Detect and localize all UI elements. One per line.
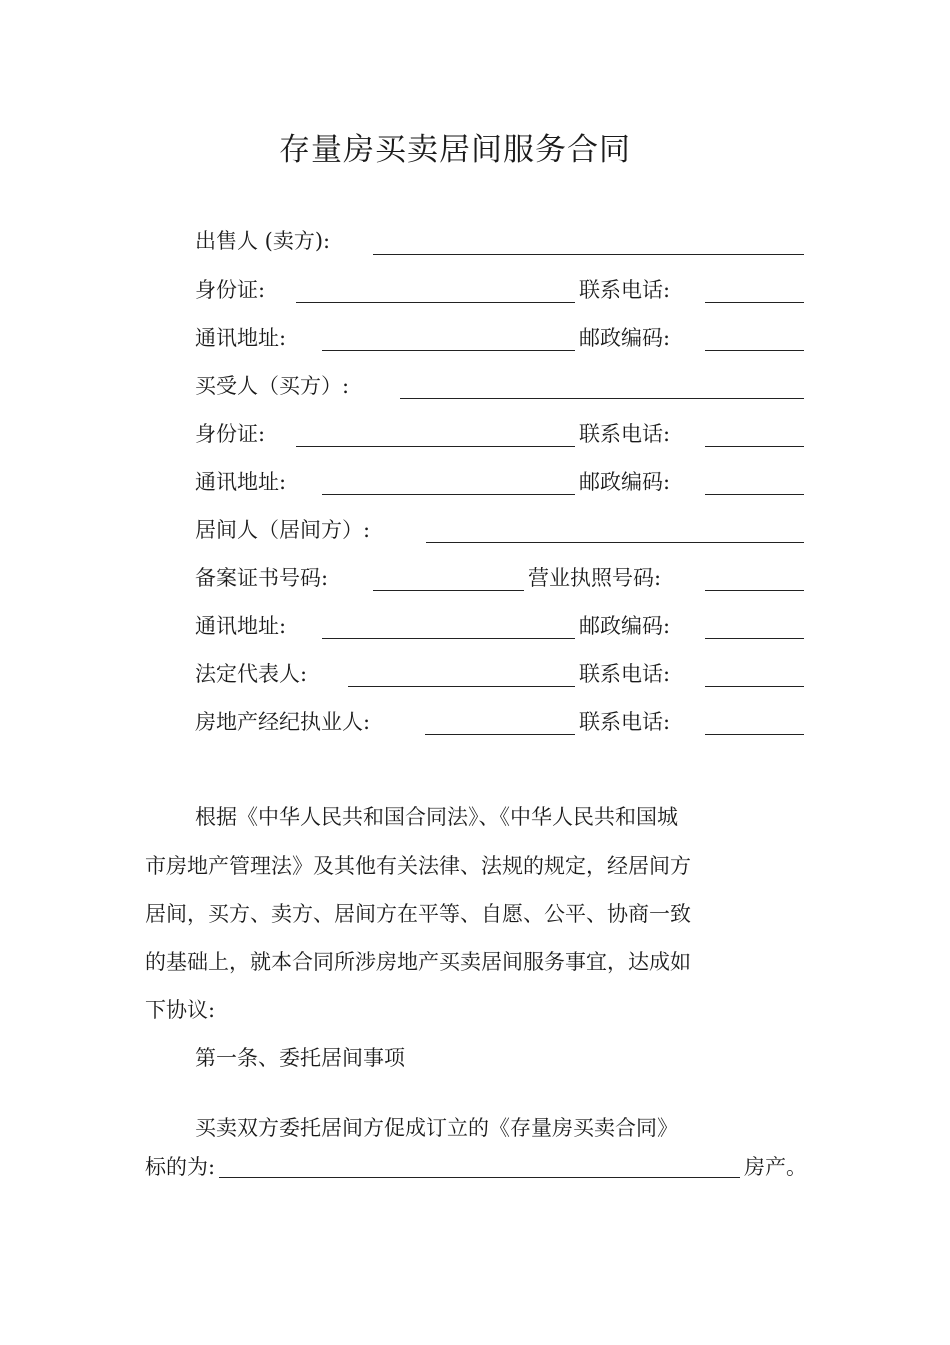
article1-line: 买卖双方委托居间方促成订立的《存量房买卖合同》 [195, 1116, 678, 1140]
document-title: 存量房买卖居间服务合同 [279, 132, 631, 168]
broker-agent-phone-blank[interactable] [705, 734, 804, 735]
seller-postcode-blank[interactable] [705, 350, 804, 351]
broker-legal-rep-blank[interactable] [348, 686, 575, 687]
seller-postcode-label: 邮政编码: [579, 326, 671, 350]
seller-id-blank[interactable] [296, 302, 575, 303]
buyer-address-blank[interactable] [322, 494, 575, 495]
broker-agent-label: 房地产经纪执业人: [195, 710, 371, 734]
broker-agent-blank[interactable] [425, 734, 575, 735]
buyer-name-blank[interactable] [400, 398, 804, 399]
buyer-id-label: 身份证: [195, 422, 266, 446]
seller-phone-blank[interactable] [705, 302, 804, 303]
seller-id-label: 身份证: [195, 278, 266, 302]
broker-record-label: 备案证书号码: [195, 566, 329, 590]
preamble-line: 下协议: [145, 998, 216, 1022]
buyer-id-blank[interactable] [296, 446, 575, 447]
buyer-postcode-blank[interactable] [705, 494, 804, 495]
article1-subject-blank[interactable] [219, 1177, 740, 1178]
broker-postcode-label: 邮政编码: [579, 614, 671, 638]
article1-subject-suffix: 房产。 [744, 1155, 807, 1179]
broker-address-blank[interactable] [322, 638, 575, 639]
preamble-line: 市房地产管理法》及其他有关法律、法规的规定，经居间方 [145, 854, 691, 878]
preamble-line: 的基础上，就本合同所涉房地产买卖居间服务事宜，达成如 [145, 950, 691, 974]
broker-phone-blank[interactable] [705, 686, 804, 687]
broker-record-blank[interactable] [373, 590, 524, 591]
broker-legal-rep-label: 法定代表人: [195, 662, 308, 686]
broker-license-label: 营业执照号码: [528, 566, 662, 590]
broker-phone-label: 联系电话: [579, 662, 671, 686]
article1-subject-label: 标的为: [145, 1155, 216, 1179]
broker-postcode-blank[interactable] [705, 638, 804, 639]
buyer-phone-blank[interactable] [705, 446, 804, 447]
buyer-name-label: 买受人（买方）: [195, 374, 350, 398]
buyer-postcode-label: 邮政编码: [579, 470, 671, 494]
buyer-phone-label: 联系电话: [579, 422, 671, 446]
seller-address-label: 通讯地址: [195, 326, 287, 350]
seller-name-blank[interactable] [373, 254, 804, 255]
buyer-address-label: 通讯地址: [195, 470, 287, 494]
seller-name-label: 出售人 (卖方): [195, 229, 331, 253]
article1-heading: 第一条、委托居间事项 [195, 1046, 405, 1070]
broker-agent-phone-label: 联系电话: [579, 710, 671, 734]
broker-name-blank[interactable] [426, 542, 804, 543]
broker-address-label: 通讯地址: [195, 614, 287, 638]
preamble-line: 根据《中华人民共和国合同法》、《中华人民共和国城 [195, 805, 678, 829]
broker-license-blank[interactable] [705, 590, 804, 591]
preamble-line: 居间，买方、卖方、居间方在平等、自愿、公平、协商一致 [145, 902, 691, 926]
seller-phone-label: 联系电话: [579, 278, 671, 302]
seller-address-blank[interactable] [322, 350, 575, 351]
broker-name-label: 居间人（居间方）: [195, 518, 371, 542]
